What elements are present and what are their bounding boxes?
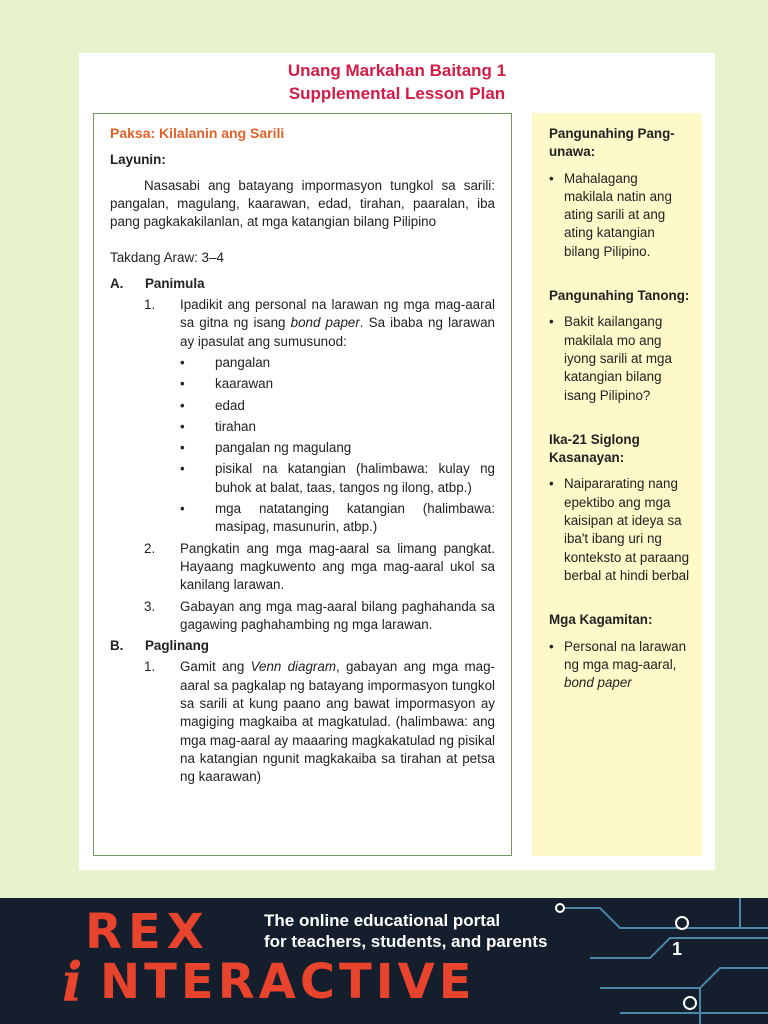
section-letter: B. <box>110 638 124 654</box>
bullet-item <box>180 375 495 393</box>
section-letter: A. <box>110 275 124 291</box>
page-title <box>79 59 715 105</box>
sidebar-panel <box>532 113 702 856</box>
item-text-emphasis: bond paper <box>290 315 360 331</box>
sidebar-bullet <box>549 638 690 693</box>
bullet-text: kaarawan <box>215 376 274 392</box>
sidebar-text-part: Bakit kailangang makilala mo ang iyong sarili at mga katangian bilang isang Pilipino? <box>564 314 672 403</box>
item-text <box>180 598 495 635</box>
footer-tagline <box>264 910 547 952</box>
sidebar-bullet <box>549 313 690 404</box>
numbered-item <box>110 540 495 595</box>
bullet-dot-icon: • <box>549 314 554 330</box>
bullet-text: pangalan ng magulang <box>215 440 352 456</box>
item-text <box>180 658 495 786</box>
bullet-item <box>180 500 495 537</box>
item-number: 1. <box>144 297 156 313</box>
section-title: Panimula <box>145 275 205 291</box>
item-text-part: , gabayan ang mga mag-aaral sa pagkalap ng batayang impormasyon tungkol sa sarili at kung paano ang bawat impormasyon ay magiging magkaiba at magkatulad. (halimbawa: ang mga mag-aaral ay maaaring magkakatulad ng pisikal na katangian ngunit magkakaiba sa tirahan at petsa ng kaarawan) <box>180 659 495 785</box>
bullet-item <box>180 397 495 415</box>
bullet-text: pisikal na katangian (halimbawa: kulay ng buhok at balat, taas, tangos ng ilong, atbp.) <box>215 461 495 495</box>
bullet-text: mga natatanging katangian (halimbawa: masipag, masunurin, atbp.) <box>215 501 495 535</box>
item-number: 1. <box>144 659 156 675</box>
lesson-content-box <box>93 113 512 856</box>
bullet-dot-icon: • <box>180 501 185 517</box>
bullet-dot-icon: • <box>180 461 185 477</box>
item-text-part: Gabayan ang mga mag-aaral bilang paghahanda sa gagawing paghahambing ng mga larawan. <box>180 598 495 632</box>
sidebar-heading: Pangunahing Pang-unawa: <box>549 126 675 160</box>
sidebar-blocks <box>549 125 690 692</box>
sidebar-heading: Ika-21 Siglong Kasanayan: <box>549 431 640 466</box>
sidebar-text-part: Mahalagang makilala natin ang ating sarili at ang ating katangian bilang Pilipino. <box>564 170 672 259</box>
bullet-item <box>180 460 495 497</box>
tagline-line-2: for teachers, students, and parents <box>264 932 548 951</box>
page-number: 1 <box>672 939 683 959</box>
title-line-1: Unang Markahan Baitang 1 <box>287 61 507 80</box>
bullet-text: tirahan <box>215 418 256 434</box>
section-title: Paglinang <box>145 638 209 654</box>
objective-text: Nasasabi ang batayang impormasyon tungkol sa sarili: pangalan, magulang, kaarawan, edad, tirahan, paaralan, iba pang pagkakakilanlan, at mga katangian bilang Pilipino <box>110 177 495 230</box>
item-number: 2. <box>144 540 156 556</box>
numbered-item <box>110 296 495 351</box>
sidebar-heading: Mga Kagamitan: <box>549 612 653 628</box>
logo-interactive: NTERACTIVE <box>100 954 476 1010</box>
bullet-dot-icon: • <box>180 354 185 370</box>
title-line-2: Supplemental Lesson Plan <box>288 84 506 103</box>
section-heading <box>110 275 495 293</box>
item-text-part: Pangkatin ang mga mag-aaral sa limang pangkat. Hayaang magkuwento ang mga mag-aaral ukol sa kanilang larawan. <box>180 540 495 593</box>
bullet-item <box>180 354 495 372</box>
bullet-item <box>180 418 495 436</box>
bullet-dot-icon: • <box>180 397 185 413</box>
sidebar-text-part: Personal na larawan ng mga mag-aaral, <box>564 638 687 672</box>
numbered-item <box>110 658 495 786</box>
bullet-dot-icon: • <box>549 170 554 186</box>
section-heading <box>110 637 495 655</box>
sidebar-heading: Pangunahing Tanong: <box>549 288 690 304</box>
bullet-text: pangalan <box>215 354 271 370</box>
sidebar-bullet <box>549 475 690 585</box>
tagline-line-1: The online educational portal <box>264 911 501 930</box>
sidebar-text <box>564 170 690 261</box>
bullet-text: edad <box>215 397 245 413</box>
lesson-sections <box>110 275 495 787</box>
bullet-dot-icon: • <box>549 476 554 492</box>
item-text-emphasis: Venn diagram <box>250 659 336 675</box>
lesson-page <box>79 53 715 870</box>
sidebar-text-emphasis: bond paper <box>564 675 632 691</box>
numbered-item <box>110 598 495 635</box>
topic-heading: Paksa: Kilalanin ang Sarili <box>110 125 285 141</box>
bullet-dot-icon: • <box>180 440 185 456</box>
bullet-dot-icon: • <box>180 418 185 434</box>
sidebar-text <box>564 313 690 404</box>
item-text <box>180 296 495 351</box>
sidebar-text <box>564 475 690 585</box>
bullet-dot-icon: • <box>180 376 185 392</box>
objective-label: Layunin: <box>110 152 166 168</box>
item-number: 3. <box>144 598 156 614</box>
duration-text: Takdang Araw: 3–4 <box>110 250 224 266</box>
bullet-item <box>180 439 495 457</box>
sidebar-text-part: Naipararating nang epektibo ang mga kaisipan at ideya sa iba't ibang uri ng konteksto at paraang berbal at hindi berbal <box>564 476 690 583</box>
sidebar-bullet <box>549 170 690 261</box>
footer-banner <box>0 898 768 1024</box>
logo-i: i <box>62 950 83 1014</box>
bullet-dot-icon: • <box>549 638 554 654</box>
item-text-part: . Sa ibaba ng larawan ay ipasulat ang sumusunod: <box>180 315 495 349</box>
item-text-part: Ipadikit ang personal na larawan ng mga mag-aaral sa gitna ng isang <box>180 297 495 331</box>
item-text <box>180 540 495 595</box>
logo-rex: REX <box>85 904 210 960</box>
sidebar-text <box>564 638 690 693</box>
item-text-part: Gamit ang <box>180 659 251 675</box>
